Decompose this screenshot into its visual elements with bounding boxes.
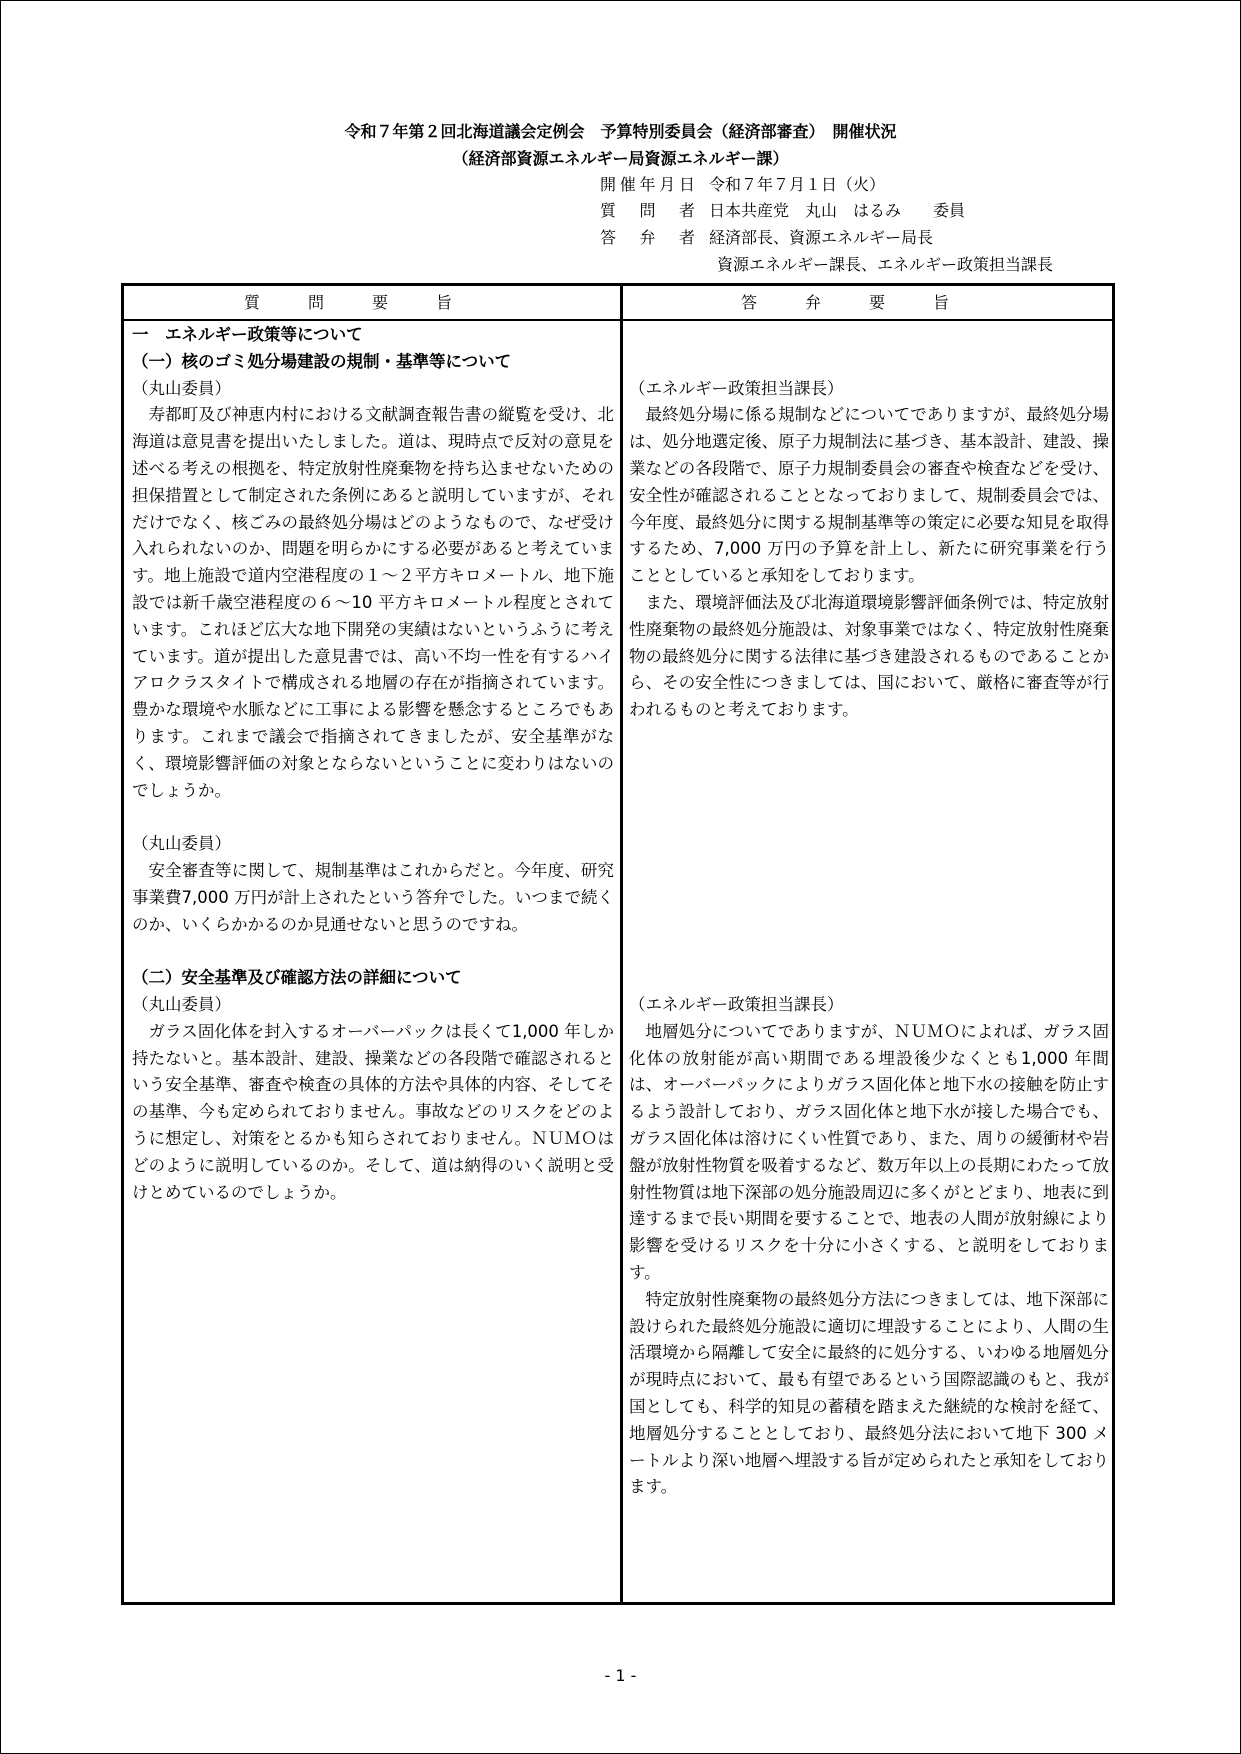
document-subtitle: （経済部資源エネルギー局資源エネルギー課） bbox=[452, 149, 789, 168]
question-text-1: 寿都町及び神恵内村における文献調査報告書の縦覧を受け、北海道は意見書を提出いたしました。道は、現時点で反対の意見を述べる考えの根拠を、特定放射性廃棄物を持ち込ませないための担保措置として制定された条例にあると説明していますが、それだけでなく、核ごみの最終処分場はどのようなもので、なぜ受け入れられないのか、問題を明らかにする必要があると考えています。地上施設で道内空港程度の１～２平方キロメートル、地下施設では新千歳空港程度の６～10 平方キロメートル程度とされています。これほど広大な地下開発の実績はないというふうに考えています。道が提出した意見書では、高い不均一性を有するハイアロクラスタイトで構成される地層の存在が指摘されています。豊かな環境や水脈などに工事による影響を懸念するところでもあります。これまで議会で指摘されてきましたが、安全基準がなく、環境影響評価の対象とならないということに変わりはないのでしょうか。 bbox=[132, 405, 614, 800]
meta-respondent bbox=[600, 225, 1120, 251]
meta-date-value: 令和７年７月１日（火） bbox=[709, 175, 886, 194]
question-text-2: 安全審査等に関して、規制基準はこれからだと。今年度、研究事業費7,000 万円が計上されたという答弁でした。いつまで続くのか、いくらかかるのか見通せないと思うのですね。 bbox=[132, 860, 614, 934]
subsection-heading-1: （一）核のゴミ処分場建設の規制・基準等について bbox=[132, 351, 512, 371]
meta-questioner-value: 日本共産党 丸山 はるみ 委員 bbox=[709, 201, 966, 220]
answer-text-1b: また、環境評価法及び北海道環境影響評価条例では、特定放射性廃棄物の最終処分施設は、対象事業ではなく、特定放射性廃棄物の最終処分に関する法律に基づき建設されるものであることから、その安全性につきましては、国において、厳格に審査等が行われるものと考えております。 bbox=[629, 592, 1109, 720]
question-text-3: ガラス固化体を封入するオーバーパックは長くて1,000 年しか持たないと。基本設計、建設、操業などの各段階で確認されるという安全基準、審査や検査の具体的方法や具体的内容、そしてその基準、今も定められておりません。事故などのリスクをどのように想定し、対策をとるかも知らされておりません。ＮＵＭＯはどのように説明しているのか。そして、道は納得のいく説明と受けとめているのでしょうか。 bbox=[132, 1021, 614, 1202]
answer-speaker-1: （エネルギー政策担当課長） bbox=[629, 378, 844, 398]
answer-column bbox=[629, 322, 1109, 1501]
page-number: - 1 - bbox=[604, 1666, 637, 1685]
subsection-heading-2: （二）安全基準及び確認方法の詳細について bbox=[132, 968, 462, 988]
meta-respondent-label: 答弁者 bbox=[600, 228, 695, 247]
answer-speaker-2: （エネルギー政策担当課長） bbox=[629, 994, 844, 1014]
answer-text-2b: 特定放射性廃棄物の最終処分方法につきましては、地下深部に設けられた最終処分施設に適切に埋設することにより、人間の生活環境から隔離して安全に最終的に処分する、いわゆる地層処分が現時点において、最も有望であるという国際認識のもと、我が国としても、科学的知見の蓄積を踏まえた継続的な検討を経て、地層処分することとしており、最終処分法において地下 300 メートルより深い地層へ埋設する旨が定められたと承知をしております。 bbox=[629, 1289, 1109, 1497]
question-speaker-1: （丸山委員） bbox=[132, 378, 231, 398]
meta-questioner bbox=[600, 198, 1120, 224]
answer-text-2a: 地層処分についてでありますが、ＮＵＭＯによれば、ガラス固化体の放射能が高い期間である埋設後少なくとも1,000 年間は、オーバーパックによりガラス固化体と地下水の接触を防止するよう設計しており、ガラス固化体と地下水が接した場合でも、ガラス固化体は溶けにくい性質であり、また、周りの緩衝材や岩盤が放射性物質を吸着するなど、数万年以上の長期にわたって放射性物質は地下深部の処分施設周辺に多くがとどまり、地表に到達するまで長い期間を要することで、地表の人間が放射線により影響を受けるリスクを十分に小さくする、と説明をしております。 bbox=[629, 1021, 1109, 1282]
question-column-header: 質問要旨 bbox=[243, 293, 500, 312]
header-divider bbox=[124, 319, 1112, 321]
question-speaker-2: （丸山委員） bbox=[132, 834, 231, 854]
meta-questioner-label: 質問者 bbox=[600, 201, 695, 220]
column-divider bbox=[620, 286, 623, 1602]
meta-date bbox=[600, 172, 1120, 198]
question-speaker-3: （丸山委員） bbox=[132, 994, 231, 1014]
meta-date-label: 開催年月日 bbox=[600, 175, 695, 194]
qa-table bbox=[121, 283, 1115, 1605]
answer-column-header: 答弁要旨 bbox=[740, 293, 997, 312]
meta-respondent-value: 経済部長、資源エネルギー局長 bbox=[709, 228, 934, 247]
meta-respondent-value-2: 資源エネルギー課長、エネルギー政策担当課長 bbox=[717, 255, 1054, 274]
document-title: 令和７年第２回北海道議会定例会 予算特別委員会（経済部審査） 開催状況 bbox=[344, 122, 897, 141]
question-column bbox=[132, 322, 614, 1206]
answer-text-1a: 最終処分場に係る規制などについてでありますが、最終処分場は、処分地選定後、原子力規制法に基づき、基本設計、建設、操業などの各段階で、原子力規制委員会の審査や検査などを受け、安全性が確認されることとなっておりまして、規制委員会では、今年度、最終処分に関する規制基準等の策定に必要な知見を取得するため、7,000 万円の予算を計上し、新たに研究事業を行うこととしていると承知をしております。 bbox=[629, 405, 1109, 586]
section-heading: 一 エネルギー政策等について bbox=[132, 325, 363, 344]
